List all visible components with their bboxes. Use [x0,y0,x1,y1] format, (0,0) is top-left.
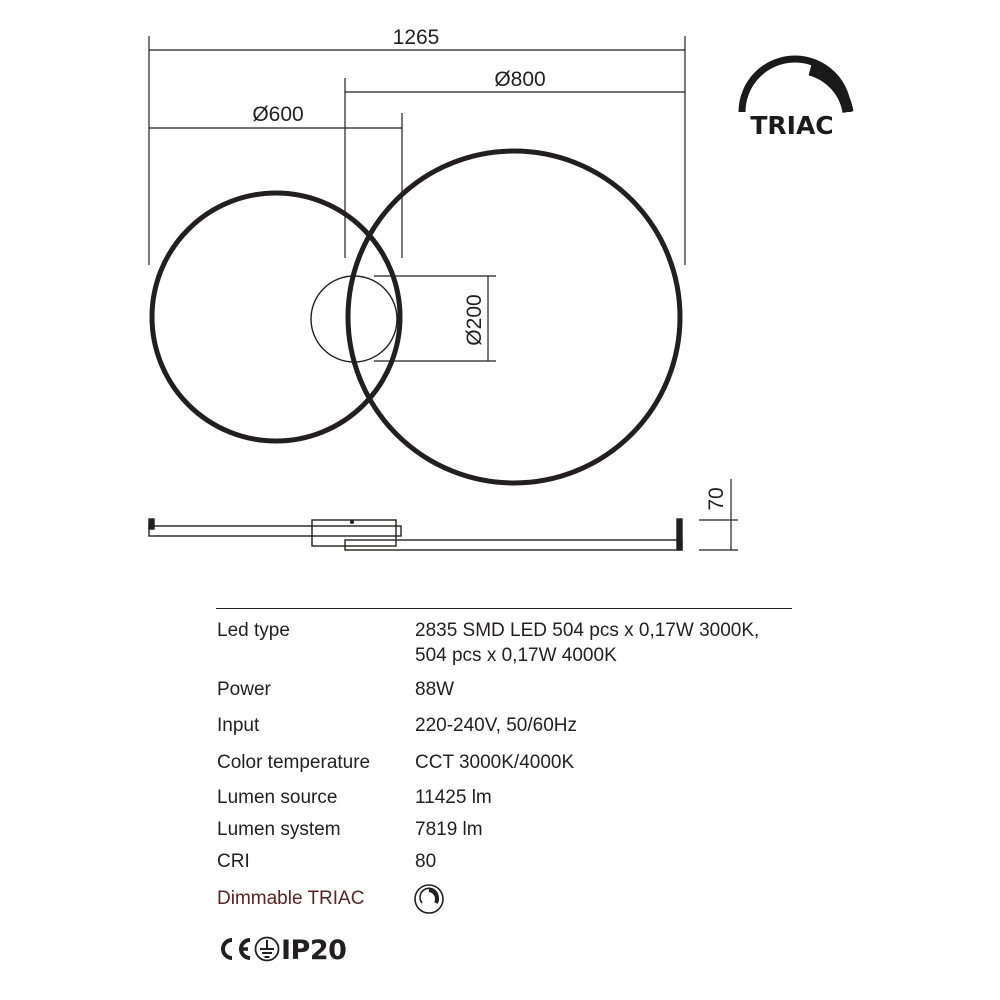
spec-value: 220-240V, 50/60Hz [415,715,577,736]
overall-width-label: 1265 [392,26,440,49]
dimmable-triac-icon [413,883,445,915]
large-ring-diameter-label: Ø800 [494,68,546,91]
spec-value: 80 [415,851,437,872]
spec-label: Lumen source [217,787,338,808]
small-ring [152,193,400,441]
spec-value: 11425 lm [415,787,492,808]
side-view-canopy-screw [350,520,354,524]
triac-label: TRIAC [750,111,834,140]
ce-mark-icon [217,934,253,964]
spec-label: Power [217,679,271,700]
canopy-diameter-label: Ø200 [463,294,486,346]
ip-rating: IP20 [281,935,347,966]
protective-earth-icon [254,934,280,964]
triac-arc-thick-icon [810,70,848,112]
spec-value: CCT 3000K/4000K [415,752,575,773]
dimmable-label: Dimmable TRIAC [217,888,365,909]
spec-table-rule [216,608,792,609]
side-view [149,519,682,550]
triac-badge [742,59,848,140]
spec-label: CRI [217,851,250,872]
small-ring-diameter-label: Ø600 [252,103,304,126]
side-view-large-ring-post [677,519,682,550]
spec-label: Lumen system [217,819,341,840]
spec-label: Color temperature [217,752,371,773]
side-view-canopy [312,520,396,546]
canopy [311,276,397,362]
spec-label: Input [217,715,260,736]
spec-label: Led type [217,620,290,641]
side-view-small-ring-bar [149,526,401,536]
spec-value: 7819 lm [415,819,483,840]
spec-value: 88W [415,679,455,700]
spec-value: 2835 SMD LED 504 pcs x 0,17W 3000K, 504 pcs x 0,17W 4000K [415,620,760,666]
height-label: 70 [705,487,728,511]
side-view-small-ring-post [149,519,154,529]
